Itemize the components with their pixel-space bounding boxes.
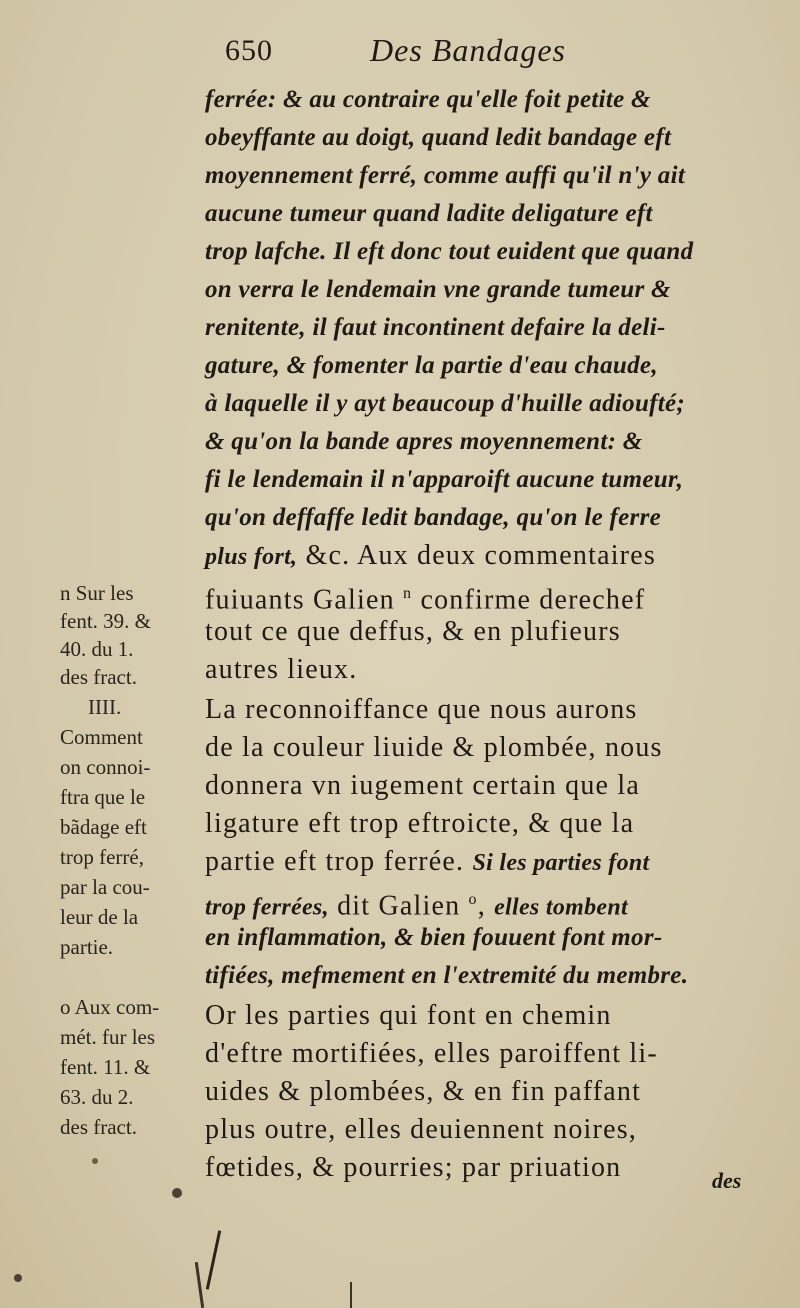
body-line: tifiées, mefmement en l'extremité du membre. (205, 962, 689, 989)
body-line-mixed (205, 574, 765, 614)
body-line: fi le lendemain il n'apparoift aucune tumeur, (205, 466, 684, 493)
margin-note: n Sur les (60, 581, 134, 605)
margin-note: ftra que le (60, 785, 146, 809)
catchword: des (712, 1168, 742, 1193)
margin-note: des fract. (60, 665, 137, 689)
body-line: uides & plombées, & en fin paffant (205, 1076, 642, 1107)
body-line-mixed (205, 880, 765, 920)
body-line: moyennement ferré, comme auffi qu'il n'y ait (205, 162, 686, 189)
body-line: La reconnoiffance que nous aurons (205, 694, 638, 725)
note-reference: n (403, 585, 413, 602)
note-reference: o (468, 891, 478, 908)
body-line: fœtides, & pourries; par priuation (205, 1152, 622, 1183)
margin-note: on connoi- (60, 755, 151, 779)
body-line: autres lieux. (205, 654, 358, 685)
margin-note: 40. du 1. (60, 637, 134, 661)
margin-note: Comment (60, 725, 143, 749)
ink-spot (172, 1188, 182, 1198)
body-line: plus outre, elles deuiennent noires, (205, 1114, 637, 1145)
pen-stroke (195, 1262, 204, 1308)
body-line: à laquelle il y ayt beaucoup d'huille adioufté; (205, 390, 686, 417)
italic-segment: Si les parties font (472, 850, 650, 876)
roman-segment: confirme derechef (412, 584, 646, 616)
body-line: gature, & fomenter la partie d'eau chaude, (205, 352, 658, 379)
margin-note: 63. du 2. (60, 1085, 134, 1109)
body-line: ligature eft trop eftroicte, & que la (205, 808, 635, 839)
pen-stroke (206, 1230, 221, 1289)
body-line: trop lafche. Il eft donc tout euident que quand (205, 238, 694, 265)
margin-note: fent. 39. & (60, 609, 151, 633)
margin-note: bãdage eft (60, 815, 147, 839)
body-line-mixed (205, 536, 765, 576)
italic-segment: trop ferrées, (205, 894, 329, 921)
body-line: aucune tumeur quand ladite deligature eft (205, 200, 653, 227)
margin-note: trop ferré, (60, 845, 144, 869)
roman-segment: partie eft trop ferrée. (205, 846, 473, 877)
ink-spot (92, 1158, 98, 1164)
body-line: renitente, il faut incontinent defaire la deli- (205, 314, 666, 341)
page-number: 650 (225, 34, 273, 67)
margin-note: o Aux com- (60, 995, 160, 1019)
body-line: d'eftre mortifiées, elles paroiffent li- (205, 1038, 658, 1069)
italic-segment: plus fort, (205, 544, 298, 570)
body-line: donnera vn iugement certain que la (205, 770, 640, 801)
body-line: en inflammation, & bien fouuent font mor- (205, 924, 663, 951)
body-line: qu'on deffaffe ledit bandage, qu'on le ferre (205, 504, 661, 531)
italic-segment: elles tombent (494, 894, 628, 921)
ink-spot (14, 1274, 22, 1282)
body-line: on verra le lendemain vne grande tumeur & (205, 276, 671, 303)
margin-note: fent. 11. & (60, 1055, 151, 1079)
margin-note: des fract. (60, 1115, 137, 1139)
roman-segment: &c. Aux deux commentaires (297, 540, 656, 571)
page-header (225, 28, 645, 78)
body-line: ferrée: & au contraire qu'elle foit petite & (205, 86, 651, 113)
body-line-mixed (205, 842, 765, 882)
body-line: Or les parties qui font en chemin (205, 1000, 612, 1031)
roman-segment: , (477, 890, 495, 922)
roman-segment: dit Galien (328, 890, 469, 922)
margin-note: leur de la (60, 905, 139, 929)
body-line: de la couleur liuide & plombée, nous (205, 732, 663, 763)
roman-segment: fuiuants Galien (205, 584, 404, 616)
margin-note: partie. (60, 935, 114, 959)
pen-stroke (350, 1282, 352, 1308)
margin-note: par la cou- (60, 875, 150, 899)
running-title: Des Bandages (370, 32, 566, 68)
margin-note: mét. fur les (60, 1025, 156, 1049)
body-line: & qu'on la bande apres moyennement: & (205, 428, 643, 455)
body-line: tout ce que deffus, & en plufieurs (205, 616, 621, 647)
margin-note-heading: IIII. (88, 695, 122, 719)
body-line: obeyffante au doigt, quand ledit bandage eft (205, 124, 672, 151)
